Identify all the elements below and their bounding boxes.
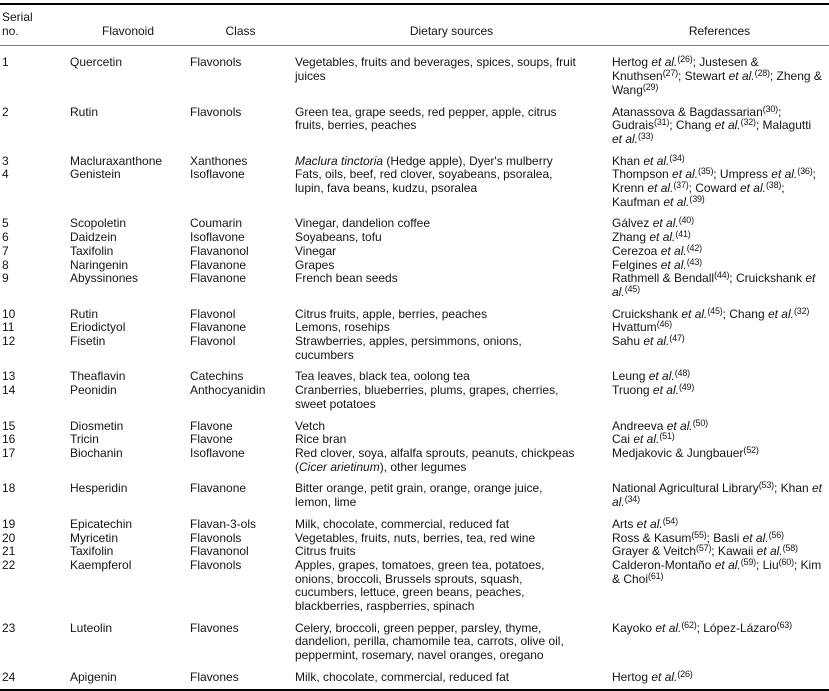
cell-references: Felgines et al.$^{(43)}$ bbox=[612, 256, 702, 272]
cell-flavonoid: Rutin bbox=[70, 104, 99, 119]
table-row bbox=[0, 217, 829, 231]
cell-serial: 1 bbox=[2, 55, 9, 70]
table-row bbox=[0, 46, 829, 106]
cell-class: Flavonols bbox=[190, 104, 242, 119]
cell-references: Hertog et al.$^{(26)}$ bbox=[612, 668, 693, 684]
cell-serial: 12 bbox=[2, 334, 16, 349]
cell-flavonoid: Diosmetin bbox=[70, 418, 124, 433]
cell-references: Thompson et al.$^{(35)}$; Umpress et al.$^{(36)}$; Krenn et al.$^{(37)}$; Coward et al.$^{(38)}$; Kaufman et al.$^{(39)}$ bbox=[612, 166, 816, 209]
table-row bbox=[0, 245, 829, 259]
header-class: Class bbox=[188, 4, 293, 46]
cell-class: Flavonols bbox=[190, 530, 242, 545]
cell-references: Gálvez et al.$^{(40)}$ bbox=[612, 215, 694, 231]
cell-dietary: Cranberries, blueberries, plums, grapes, cherries, sweet potatoes bbox=[295, 383, 559, 411]
cell-class: Isoflavone bbox=[190, 445, 245, 460]
cell-dietary: Fats, oils, beef, red clover, soyabeans, psoralea, lupin, fava beans, kudzu, psoralea bbox=[295, 167, 553, 196]
cell-flavonoid: Epicatechin bbox=[70, 516, 133, 531]
cell-class: Flavones bbox=[190, 669, 239, 684]
cell-flavonoid: Apigenin bbox=[70, 669, 117, 684]
cell-references: Truong et al.$^{(49)}$ bbox=[612, 382, 695, 398]
cell-class: Flavonol bbox=[190, 306, 236, 321]
cell-dietary: Rice bran bbox=[295, 432, 347, 447]
cell-references: Arts et al.$^{(54)}$ bbox=[612, 515, 678, 531]
table-row bbox=[0, 433, 829, 447]
cell-flavonoid: Taxifolin bbox=[70, 544, 114, 559]
cell-class: Xanthones bbox=[190, 153, 248, 168]
cell-class: Flavan-3-ols bbox=[190, 516, 257, 531]
table-row bbox=[0, 482, 829, 517]
cell-references: Cai et al.$^{(51)}$ bbox=[612, 431, 675, 447]
cell-serial: 6 bbox=[2, 230, 9, 245]
cell-serial: 10 bbox=[2, 306, 16, 321]
cell-class: Flavonol bbox=[190, 334, 236, 349]
cell-dietary: Bitter orange, petit grain, orange, orange juice, lemon, lime bbox=[295, 481, 543, 510]
header-flavonoid: Flavonoid bbox=[68, 4, 188, 46]
cell-references: Calderon-Montaño et al.$^{(59)}$; Liu$^{(60)}$; Kim & Choi$^{(61)}$ bbox=[612, 556, 822, 586]
table-row bbox=[0, 335, 829, 370]
cell-serial: 13 bbox=[2, 369, 16, 384]
cell-serial: 22 bbox=[2, 557, 16, 572]
cell-serial: 4 bbox=[2, 167, 9, 182]
table-row bbox=[0, 384, 829, 419]
cell-flavonoid: Taxifolin bbox=[70, 243, 114, 258]
table-row bbox=[0, 231, 829, 245]
cell-flavonoid: Myricetin bbox=[70, 530, 119, 545]
table-row bbox=[0, 447, 829, 482]
table-header bbox=[0, 4, 829, 46]
cell-flavonoid: Biochanin bbox=[70, 445, 123, 460]
cell-serial: 14 bbox=[2, 383, 16, 398]
cell-dietary: Citrus fruits, apple, berries, peaches bbox=[295, 306, 488, 321]
table-row bbox=[0, 559, 829, 622]
table-row bbox=[0, 272, 829, 307]
cell-references: Hertog et al.$^{(26)}$; Justesen & Knuthsen$^{(27)}$; Stewart et al.$^{(28)}$; Zheng & Wang$^{(29)}$ bbox=[612, 54, 822, 97]
cell-dietary: Vinegar bbox=[295, 243, 337, 258]
cell-flavonoid: Eriodictyol bbox=[70, 320, 126, 335]
header-dietary-sources: Dietary sources bbox=[293, 4, 610, 46]
cell-dietary: French bean seeds bbox=[295, 271, 398, 286]
cell-references: Cruickshank et al.$^{(45)}$; Chang et al.$^{(32)}$ bbox=[612, 305, 810, 321]
cell-flavonoid: Rutin bbox=[70, 306, 99, 321]
cell-serial: 8 bbox=[2, 257, 9, 272]
table-row bbox=[0, 622, 829, 671]
cell-serial: 21 bbox=[2, 544, 16, 559]
cell-flavonoid: Luteolin bbox=[70, 620, 113, 635]
cell-references: Ross & Kasum$^{(55)}$; Basli et al.$^{(56)}$ bbox=[612, 529, 784, 545]
cell-dietary: Lemons, rosehips bbox=[295, 320, 390, 335]
cell-class: Isoflavone bbox=[190, 230, 245, 245]
cell-flavonoid: Tricin bbox=[70, 432, 99, 447]
cell-serial: 2 bbox=[2, 104, 9, 119]
cell-dietary: Vegetables, fruits, nuts, berries, tea, red wine bbox=[295, 530, 536, 545]
cell-flavonoid: Kaempferol bbox=[70, 557, 132, 572]
table-body bbox=[0, 46, 829, 690]
table-row bbox=[0, 545, 829, 559]
cell-references: Cerezoa et al.$^{(42)}$ bbox=[612, 242, 702, 258]
flavonoid-table bbox=[0, 3, 829, 691]
cell-class: Flavanone bbox=[190, 481, 247, 496]
cell-dietary: Strawberries, apples, persimmons, onions, cucumbers bbox=[295, 334, 522, 362]
cell-flavonoid: Peonidin bbox=[70, 383, 117, 398]
cell-serial: 3 bbox=[2, 153, 9, 168]
cell-serial: 20 bbox=[2, 530, 16, 545]
cell-references: Grayer & Veitch$^{(57)}$; Kawaii et al.$^{(58)}$ bbox=[612, 543, 798, 559]
cell-references: Medjakovic & Jungbauer$^{(52)}$ bbox=[612, 444, 759, 460]
cell-serial: 15 bbox=[2, 418, 16, 433]
cell-class: Flavonols bbox=[190, 55, 242, 70]
cell-dietary: Tea leaves, black tea, oolong tea bbox=[295, 369, 470, 384]
cell-class: Flavanone bbox=[190, 257, 247, 272]
cell-references: National Agricultural Library$^{(53)}$; Khan et al.$^{(34)}$ bbox=[612, 480, 823, 510]
cell-serial: 24 bbox=[2, 669, 16, 684]
cell-class: Flavone bbox=[190, 418, 233, 433]
cell-flavonoid: Hesperidin bbox=[70, 481, 128, 496]
cell-dietary: Milk, chocolate, commercial, reduced fat bbox=[295, 516, 510, 531]
cell-dietary: Milk, chocolate, commercial, reduced fat bbox=[295, 669, 510, 684]
table-row bbox=[0, 168, 829, 217]
table-row bbox=[0, 671, 829, 690]
cell-dietary: Celery, broccoli, green pepper, parsley, thyme, dandelion, perilla, chamomile tea, carrots, olive oil, peppermint, rosemary, navel oranges, oregano bbox=[295, 620, 564, 663]
cell-dietary: Vetch bbox=[295, 418, 326, 433]
cell-references: Leung et al.$^{(48)}$ bbox=[612, 368, 690, 384]
cell-dietary: Vegetables, fruits and beverages, spices, soups, fruit juices bbox=[295, 55, 576, 84]
cell-serial: 17 bbox=[2, 445, 16, 460]
cell-flavonoid: Daidzein bbox=[70, 230, 117, 245]
cell-class: Coumarin bbox=[190, 216, 243, 231]
cell-serial: 23 bbox=[2, 620, 16, 635]
cell-flavonoid: Macluraxanthone bbox=[70, 153, 163, 168]
cell-flavonoid: Naringenin bbox=[70, 257, 129, 272]
cell-dietary: Red clover, soya, alfalfa sprouts, peanuts, chickpeas (Cicer arietinum), other legumes bbox=[295, 445, 575, 474]
table-row bbox=[0, 308, 829, 322]
cell-references: Khan et al.$^{(34)}$ bbox=[612, 152, 685, 168]
cell-flavonoid: Theaflavin bbox=[70, 369, 126, 384]
table-row bbox=[0, 370, 829, 384]
cell-dietary: Green tea, grape seeds, red pepper, apple, citrus fruits, berries, peaches bbox=[295, 104, 557, 133]
table-row bbox=[0, 106, 829, 155]
cell-flavonoid: Quercetin bbox=[70, 55, 123, 70]
cell-flavonoid: Scopoletin bbox=[70, 216, 127, 231]
table-row bbox=[0, 420, 829, 434]
cell-references: Hvattum$^{(46)}$ bbox=[612, 319, 672, 335]
cell-dietary: Citrus fruits bbox=[295, 544, 356, 559]
cell-serial: 19 bbox=[2, 516, 16, 531]
cell-serial: 9 bbox=[2, 271, 9, 286]
cell-serial: 11 bbox=[2, 320, 15, 335]
cell-serial: 16 bbox=[2, 432, 16, 447]
cell-references: Rathmell & Bendall$^{(44)}$; Cruickshank et al.$^{(45)}$ bbox=[612, 270, 816, 299]
table-row bbox=[0, 259, 829, 273]
cell-flavonoid: Genistein bbox=[70, 167, 121, 182]
cell-dietary: Vinegar, dandelion coffee bbox=[295, 216, 431, 231]
header-serial-no bbox=[0, 4, 68, 46]
header-references: References bbox=[610, 4, 829, 46]
cell-class: Flavanone bbox=[190, 271, 247, 286]
cell-class: Flavone bbox=[190, 432, 233, 447]
cell-dietary: Soyabeans, tofu bbox=[295, 230, 382, 245]
header-row bbox=[0, 4, 829, 46]
cell-class: Catechins bbox=[190, 369, 244, 384]
cell-dietary: Maclura tinctoria (Hedge apple), Dyer's mulberry bbox=[295, 153, 553, 168]
table-row bbox=[0, 321, 829, 335]
cell-class: Isoflavone bbox=[190, 167, 245, 182]
cell-class: Flavonols bbox=[190, 557, 242, 572]
cell-references: Sahu et al.$^{(47)}$ bbox=[612, 333, 685, 349]
cell-dietary: Grapes bbox=[295, 257, 335, 272]
cell-references: Zhang et al.$^{(41)}$ bbox=[612, 229, 691, 245]
cell-class: Flavones bbox=[190, 620, 239, 635]
cell-class: Flavanonol bbox=[190, 243, 249, 258]
cell-serial: 18 bbox=[2, 481, 16, 496]
cell-references: Andreeva et al.$^{(50)}$ bbox=[612, 417, 708, 433]
cell-class: Anthocyanidin bbox=[190, 383, 266, 398]
cell-dietary: Apples, grapes, tomatoes, green tea, potatoes, onions, broccoli, Brussels sprouts, squash, cucumbers, lettuce, green beans, peaches, blackberries, raspberries, spinach bbox=[295, 557, 545, 614]
header-serial-no-label: Serial no. bbox=[2, 10, 33, 38]
cell-serial: 5 bbox=[2, 216, 9, 231]
cell-references: Atanassova & Bagdassarian$^{(30)}$; Gudrais$^{(31)}$; Chang et al.$^{(32)}$; Malagutti et al.$^{(33)}$ bbox=[612, 103, 812, 146]
cell-flavonoid: Abyssinones bbox=[70, 271, 139, 286]
cell-references: Kayoko et al.$^{(62)}$; López-Lázaro$^{(63)}$ bbox=[612, 619, 792, 635]
cell-flavonoid: Fisetin bbox=[70, 334, 106, 349]
cell-serial: 7 bbox=[2, 243, 9, 258]
cell-class: Flavanone bbox=[190, 320, 247, 335]
cell-class: Flavanonol bbox=[190, 544, 249, 559]
